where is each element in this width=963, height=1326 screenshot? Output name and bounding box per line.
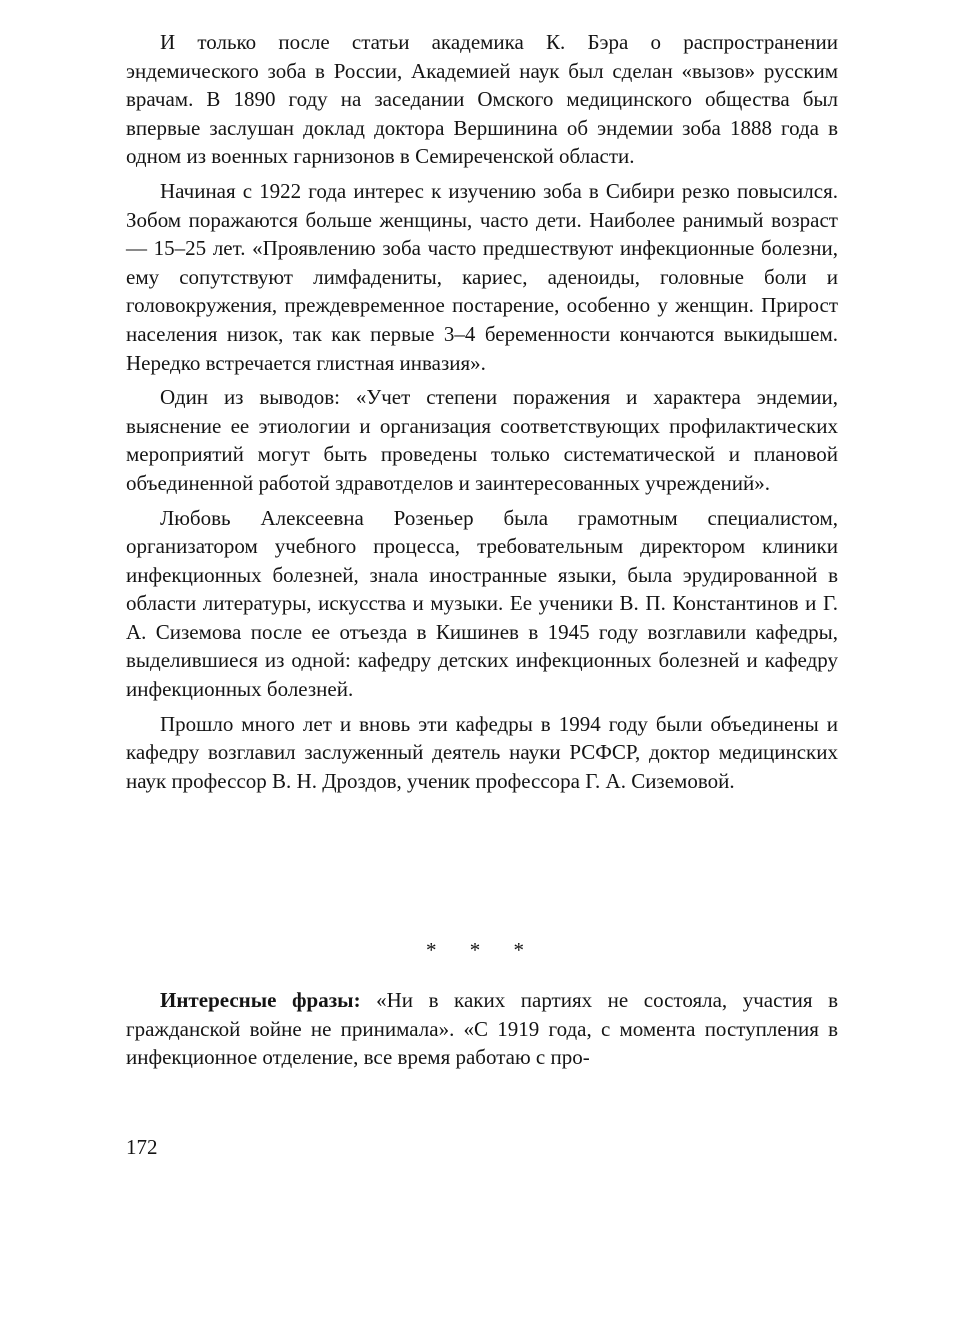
paragraph-5: Прошло много лет и вновь эти кафедры в 1994 году были объединены и кафедру возглавил заслуженный деятель науки РСФСР, доктор медицинских наук профессор В. Н. Дроздов, ученик профессора Г. А. Сиземовой. [126,711,838,793]
paragraph-4: Любовь Алексеевна Розеньер была грамотным специалистом, организатором учебного процесса, требовательным директором клиники инфекционных болезней, знала иностранные языки, была эрудированной в области литературы, искусства и музыки. Ее ученики В. П. Константинов и Г. А. Сиземова после ее отъезда в Кишинев в 1945 году возглавили кафедры, выделившиеся из одной: кафедру детских инфекционных болезней и кафедру инфекционных болезней. [126,505,838,702]
paragraph-1: И только после статьи академика К. Бэра о распространении эндемического зоба в России, Академией наук был сделан «вызов» русским врачам. В 1890 году на заседании Омского медицинского общества был впервые заслушан доклад доктора Вершинина об эндемии зоба 1888 года в одном из военных гарнизонов в Семиреченской области. [126,30,838,169]
paragraph-6 [126,986,838,1072]
paragraph-6-text: «Ни в каких партиях не состояла, участия в гражданской войне не принимала». «С 1919 года, с момента поступления в инфекционное отделение, все время работаю с про- [126,988,838,1070]
page-number: 172 [126,1135,158,1159]
paragraph-lead: Интересные фразы: [160,988,361,1012]
paragraph-3: Один из выводов: «Учет степени поражения и характера эндемии, выяснение ее этиологии и организация соответствующих профилактических мероприятий могут быть проведены только систематической и плановой объединенной работой здравотделов и заинтересованных учреждений». [126,385,838,495]
closing-text [126,986,838,1072]
body-text [126,28,838,795]
paragraph-2: Начиная с 1922 года интерес к изучению зоба в Сибири резко повысился. Зобом поражаются больше женщины, часто дети. Наиболее ранимый возраст — 15–25 лет. «Проявлению зоба часто предшествуют инфекционные болезни, ему сопутствуют лимфадениты, кариес, аденоиды, головные боли и головокружения, преждевременное постарение, особенно у женщин. Прирост населения низок, так как первые 3–4 беременности кончаются выкидышем. Нередко встречается глистная инвазия». [126,178,838,375]
section-separator: * * * [426,938,538,962]
